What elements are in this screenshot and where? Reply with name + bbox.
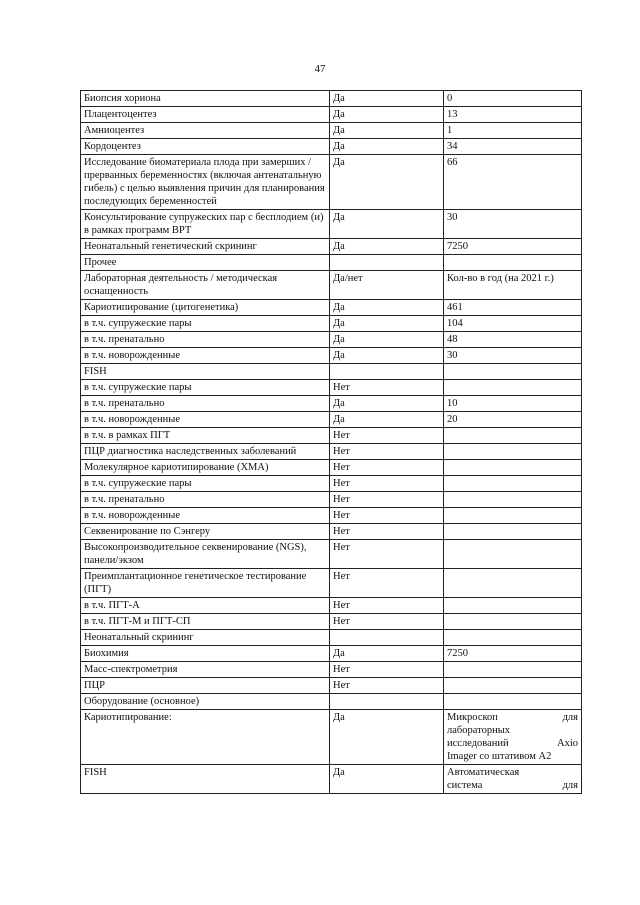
cell-flag: Да bbox=[330, 765, 444, 794]
table-row bbox=[81, 91, 582, 107]
cell-flag: Нет bbox=[330, 428, 444, 444]
table-row bbox=[81, 271, 582, 300]
cell-value bbox=[444, 630, 582, 646]
cell-value: 1 bbox=[444, 123, 582, 139]
cell-value bbox=[444, 380, 582, 396]
word: система bbox=[447, 780, 483, 791]
cell-flag: Да bbox=[330, 239, 444, 255]
table-row-fish-equipment bbox=[81, 765, 582, 794]
cell-value: 461 bbox=[444, 300, 582, 316]
cell-name: Кариотипирование: bbox=[81, 710, 330, 765]
cell-flag: Нет bbox=[330, 460, 444, 476]
cell-value bbox=[444, 540, 582, 569]
cell-flag: Нет bbox=[330, 598, 444, 614]
cell-value bbox=[444, 598, 582, 614]
cell-name: Секвенирование по Сэнгеру bbox=[81, 524, 330, 540]
word: Axio bbox=[557, 738, 578, 749]
cell-name: Биохимия bbox=[81, 646, 330, 662]
table-row bbox=[81, 508, 582, 524]
cell-name: в т.ч. супружеские пары bbox=[81, 380, 330, 396]
cell-flag bbox=[330, 630, 444, 646]
cell-flag: Нет bbox=[330, 678, 444, 694]
table-body bbox=[81, 91, 582, 794]
cell-name: ПЦР bbox=[81, 678, 330, 694]
cell-value bbox=[444, 678, 582, 694]
cell-name: FISH bbox=[81, 765, 330, 794]
cell-name: в т.ч. супружеские пары bbox=[81, 476, 330, 492]
cell-value bbox=[444, 492, 582, 508]
cell-flag: Нет bbox=[330, 492, 444, 508]
cell-flag: Да bbox=[330, 91, 444, 107]
cell-flag: Да bbox=[330, 107, 444, 123]
cell-flag: Да bbox=[330, 316, 444, 332]
table-row bbox=[81, 332, 582, 348]
table-row bbox=[81, 428, 582, 444]
cell-name: Преимплантационное генетическое тестирование (ПГТ) bbox=[81, 569, 330, 598]
word: исследований bbox=[447, 738, 509, 749]
cell-flag bbox=[330, 694, 444, 710]
cell-name: в т.ч. ПГТ-М и ПГТ-СП bbox=[81, 614, 330, 630]
cell-value bbox=[444, 569, 582, 598]
table-row bbox=[81, 524, 582, 540]
table-row bbox=[81, 316, 582, 332]
table-row bbox=[81, 380, 582, 396]
cell-flag: Нет bbox=[330, 540, 444, 569]
cell-value: 66 bbox=[444, 155, 582, 210]
cell-value: 13 bbox=[444, 107, 582, 123]
cell-name: в т.ч. пренатально bbox=[81, 396, 330, 412]
text-line: лабораторных bbox=[447, 725, 511, 736]
cell-flag: Да bbox=[330, 412, 444, 428]
cell-name: в т.ч. пренатально bbox=[81, 492, 330, 508]
cell-name: Консультирование супружеских пар с бесплодием (и) в рамках программ ВРТ bbox=[81, 210, 330, 239]
table-row bbox=[81, 598, 582, 614]
cell-name: Прочее bbox=[81, 255, 330, 271]
cell-value bbox=[444, 460, 582, 476]
cell-flag: Нет bbox=[330, 614, 444, 630]
cell-name: Неонатальный скрининг bbox=[81, 630, 330, 646]
cell-value: 30 bbox=[444, 348, 582, 364]
cell-value bbox=[444, 476, 582, 492]
cell-flag bbox=[330, 364, 444, 380]
table-row-karyotyping-equipment bbox=[81, 710, 582, 765]
cell-value bbox=[444, 614, 582, 630]
table-row bbox=[81, 348, 582, 364]
table-row bbox=[81, 412, 582, 428]
cell-value: Кол-во в год (на 2021 г.) bbox=[444, 271, 582, 300]
cell-value bbox=[444, 765, 582, 794]
cell-value: 30 bbox=[444, 210, 582, 239]
cell-value bbox=[444, 524, 582, 540]
cell-value bbox=[444, 428, 582, 444]
cell-flag: Да bbox=[330, 646, 444, 662]
cell-flag: Нет bbox=[330, 380, 444, 396]
table-row bbox=[81, 239, 582, 255]
cell-name: в т.ч. новорожденные bbox=[81, 348, 330, 364]
cell-flag: Нет bbox=[330, 444, 444, 460]
cell-value bbox=[444, 694, 582, 710]
cell-name: Амниоцентез bbox=[81, 123, 330, 139]
table-row bbox=[81, 364, 582, 380]
table-row bbox=[81, 614, 582, 630]
cell-name: Высокопроизводительное секвенирование (NGS), панели/экзом bbox=[81, 540, 330, 569]
table-row bbox=[81, 630, 582, 646]
cell-name: ПЦР диагностика наследственных заболеваний bbox=[81, 444, 330, 460]
table-row bbox=[81, 444, 582, 460]
cell-name: Молекулярное кариотипирование (ХМА) bbox=[81, 460, 330, 476]
word: для bbox=[562, 712, 578, 723]
cell-value: 104 bbox=[444, 316, 582, 332]
cell-value bbox=[444, 364, 582, 380]
cell-name: Исследование биоматериала плода при замерших / прерванных беременностях (включая антенатальную гибель) с целью выявления причин для планирования последующих беременностей bbox=[81, 155, 330, 210]
table-row bbox=[81, 139, 582, 155]
cell-value: 48 bbox=[444, 332, 582, 348]
cell-name: в т.ч. супружеские пары bbox=[81, 316, 330, 332]
cell-flag: Да bbox=[330, 210, 444, 239]
table-row bbox=[81, 155, 582, 210]
cell-flag: Нет bbox=[330, 524, 444, 540]
cell-flag: Да bbox=[330, 155, 444, 210]
text-line: Imager со штативом А2 bbox=[447, 751, 552, 762]
cell-name: Оборудование (основное) bbox=[81, 694, 330, 710]
cell-flag bbox=[330, 255, 444, 271]
text-line bbox=[447, 711, 578, 724]
table-row bbox=[81, 569, 582, 598]
table-row bbox=[81, 210, 582, 239]
table-row bbox=[81, 540, 582, 569]
cell-flag: Нет bbox=[330, 508, 444, 524]
cell-value bbox=[444, 255, 582, 271]
cell-name: в т.ч. в рамках ПГТ bbox=[81, 428, 330, 444]
table-row bbox=[81, 476, 582, 492]
cell-name: Масс-спектрометрия bbox=[81, 662, 330, 678]
cell-flag: Нет bbox=[330, 662, 444, 678]
cell-value bbox=[444, 662, 582, 678]
table-row bbox=[81, 492, 582, 508]
cell-flag: Да/нет bbox=[330, 271, 444, 300]
word: Микроскоп bbox=[447, 712, 498, 723]
cell-name: Кордоцентез bbox=[81, 139, 330, 155]
cell-flag: Нет bbox=[330, 476, 444, 492]
page-number: 47 bbox=[314, 63, 326, 75]
table-row bbox=[81, 396, 582, 412]
cell-name: в т.ч. новорожденные bbox=[81, 412, 330, 428]
cell-name: в т.ч. ПГТ-А bbox=[81, 598, 330, 614]
cell-flag: Да bbox=[330, 332, 444, 348]
cell-value: 20 bbox=[444, 412, 582, 428]
cell-name: FISH bbox=[81, 364, 330, 380]
cell-value bbox=[444, 444, 582, 460]
cell-flag: Да bbox=[330, 396, 444, 412]
data-table bbox=[80, 90, 582, 794]
table-row bbox=[81, 255, 582, 271]
table-row bbox=[81, 460, 582, 476]
cell-name: в т.ч. новорожденные bbox=[81, 508, 330, 524]
text-line: Автоматическая bbox=[447, 767, 520, 778]
text-line bbox=[447, 779, 578, 792]
cell-value: 7250 bbox=[444, 646, 582, 662]
table-row bbox=[81, 662, 582, 678]
table-row bbox=[81, 646, 582, 662]
cell-name: Лабораторная деятельность / методическая оснащенность bbox=[81, 271, 330, 300]
cell-name: Плацентоцентез bbox=[81, 107, 330, 123]
cell-flag: Да bbox=[330, 710, 444, 765]
table-row bbox=[81, 694, 582, 710]
cell-name: Кариотипирование (цитогенетика) bbox=[81, 300, 330, 316]
cell-name: Биопсия хориона bbox=[81, 91, 330, 107]
cell-flag: Да bbox=[330, 123, 444, 139]
cell-value: 7250 bbox=[444, 239, 582, 255]
word: для bbox=[562, 780, 578, 791]
cell-value: 10 bbox=[444, 396, 582, 412]
table-row bbox=[81, 300, 582, 316]
cell-flag: Да bbox=[330, 300, 444, 316]
cell-name: Неонатальный генетический скрининг bbox=[81, 239, 330, 255]
table-row bbox=[81, 107, 582, 123]
cell-value bbox=[444, 710, 582, 765]
text-line bbox=[447, 737, 578, 750]
table-row bbox=[81, 123, 582, 139]
table-row bbox=[81, 678, 582, 694]
cell-flag: Нет bbox=[330, 569, 444, 598]
cell-value: 34 bbox=[444, 139, 582, 155]
cell-flag: Да bbox=[330, 139, 444, 155]
cell-name: в т.ч. пренатально bbox=[81, 332, 330, 348]
cell-value bbox=[444, 508, 582, 524]
cell-value: 0 bbox=[444, 91, 582, 107]
cell-flag: Да bbox=[330, 348, 444, 364]
